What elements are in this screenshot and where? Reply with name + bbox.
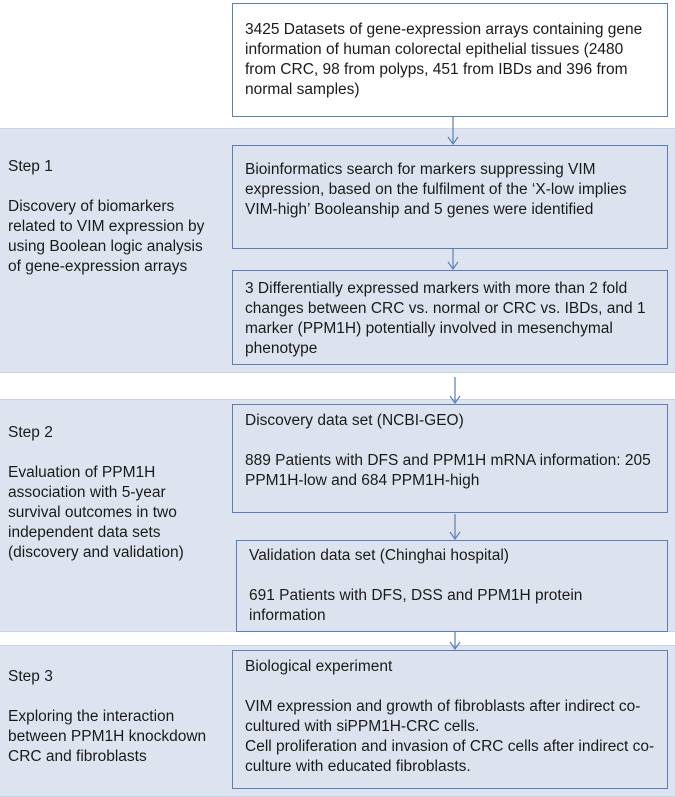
discovery-text: 889 Patients with DFS and PPM1H mRNA information: 205 PPM1H-low and 684 PPM1H-high <box>245 452 651 489</box>
differential-markers-box <box>232 270 668 365</box>
step3-side <box>8 667 218 767</box>
validation-dataset-box <box>236 540 668 632</box>
discovery-dataset-box <box>232 404 668 513</box>
arrow-validation-to-experiment <box>447 632 463 650</box>
step2-label: Step 2 <box>8 424 53 441</box>
validation-text: 691 Patients with DFS, DSS and PPM1H protein information <box>249 587 583 624</box>
step1-description: Discovery of biomarkers related to VIM expression by using Boolean logic analysis of gene-expression arrays <box>8 198 205 275</box>
experiment-text-1: VIM expression and growth of fibroblasts after indirect co-cultured with siPPM1H-CRC cells. <box>245 698 641 735</box>
arrow-markers-to-discovery <box>447 377 463 404</box>
experiment-text-2: Cell proliferation and invasion of CRC cells after indirect co-culture with educated fibroblasts. <box>245 738 655 775</box>
step2-side <box>8 423 218 563</box>
arrow-discovery-to-validation <box>447 514 463 540</box>
validation-title: Validation data set (Chinghai hospital) <box>249 547 509 564</box>
step3-label: Step 3 <box>8 668 53 685</box>
step1-label: Step 1 <box>8 158 53 175</box>
differential-markers-text: 3 Differentially expressed markers with more than 2 fold changes between CRC vs. normal or CRC vs. IBDs, and 1 marker (PPM1H) potentially involved in mesenchymal phenotype <box>245 280 646 357</box>
biological-experiment-box <box>232 650 668 789</box>
bioinformatics-text: Bioinformatics search for markers suppressing VIM expression, based on the fulfilment of the ‘X-low implies VIM-high’ Booleanship and 5 genes were identified <box>245 161 627 218</box>
datasets-box <box>232 3 668 117</box>
experiment-title: Biological experiment <box>245 658 393 675</box>
datasets-text: 3425 Datasets of gene-expression arrays containing gene information of human colorectal epithelial tissues (2480 from CRC, 98 from polyps, 451 from IBDs and 396 from normal samples) <box>245 21 643 98</box>
bioinformatics-box <box>232 145 668 249</box>
step3-description: Exploring the interaction between PPM1H knockdown CRC and fibroblasts <box>8 708 207 765</box>
arrow-datasets-to-bioinformatics <box>445 117 461 145</box>
step2-description: Evaluation of PPM1H association with 5-year survival outcomes in two independent data sets (discovery and validation) <box>8 464 184 561</box>
arrow-bioinformatics-to-markers <box>445 249 461 270</box>
step1-side <box>8 157 218 277</box>
discovery-title: Discovery data set (NCBI-GEO) <box>245 412 464 429</box>
